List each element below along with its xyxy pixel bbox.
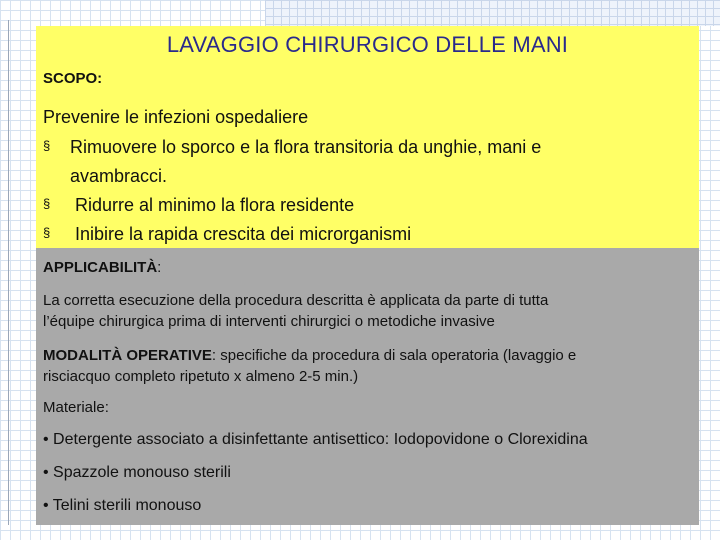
applicabilita-heading-row — [43, 257, 161, 278]
scopo-heading: SCOPO: — [43, 70, 103, 87]
applicabilita-line: La corretta esecuzione della procedura descritta è applicata da parte di tutta — [43, 292, 549, 309]
bullet-text: Inibire la rapida crescita dei microrganismi — [75, 224, 412, 244]
bullet-text-continued: avambracci. — [70, 166, 168, 186]
modalita-heading: MODALITÀ OPERATIVE — [43, 347, 212, 364]
bullet-text: Rimuovere lo sporco e la flora transitoria da unghie, mani e — [70, 137, 542, 157]
applicabilita-heading: APPLICABILITÀ — [43, 259, 158, 276]
background-grid-corner — [265, 0, 720, 26]
modalita-line: risciacquo completo ripetuto x almeno 2-5 min.) — [43, 368, 359, 385]
materiale-item: • Detergente associato a disinfettante antisettico: Iodopovidone o Clorexidina — [43, 431, 588, 448]
applicabilita-line: l’équipe chirurgica prima di interventi chirurgici o metodiche invasive — [43, 313, 495, 330]
slide-title: LAVAGGIO CHIRURGICO DELLE MANI — [166, 32, 569, 57]
applicabilita-colon: : — [157, 259, 162, 276]
applicabilita-body — [43, 290, 548, 332]
scopo-main-text: Prevenire le infezioni ospedaliere — [43, 107, 309, 127]
modalita-block — [43, 345, 576, 387]
slide-edge-rule — [8, 20, 9, 525]
modalita-line: : specifiche da procedura di sala operatoria (lavaggio e — [211, 347, 577, 364]
bullet-text: Ridurre al minimo la flora residente — [75, 195, 355, 215]
materiale-item: • Spazzole monouso sterili — [43, 464, 231, 481]
bullet-marker: § — [43, 138, 51, 153]
materiale-heading: Materiale: — [43, 399, 109, 416]
bullet-marker: § — [43, 225, 51, 240]
materiale-item: • Telini sterili monouso — [43, 497, 202, 514]
bullet-marker: § — [43, 196, 51, 211]
